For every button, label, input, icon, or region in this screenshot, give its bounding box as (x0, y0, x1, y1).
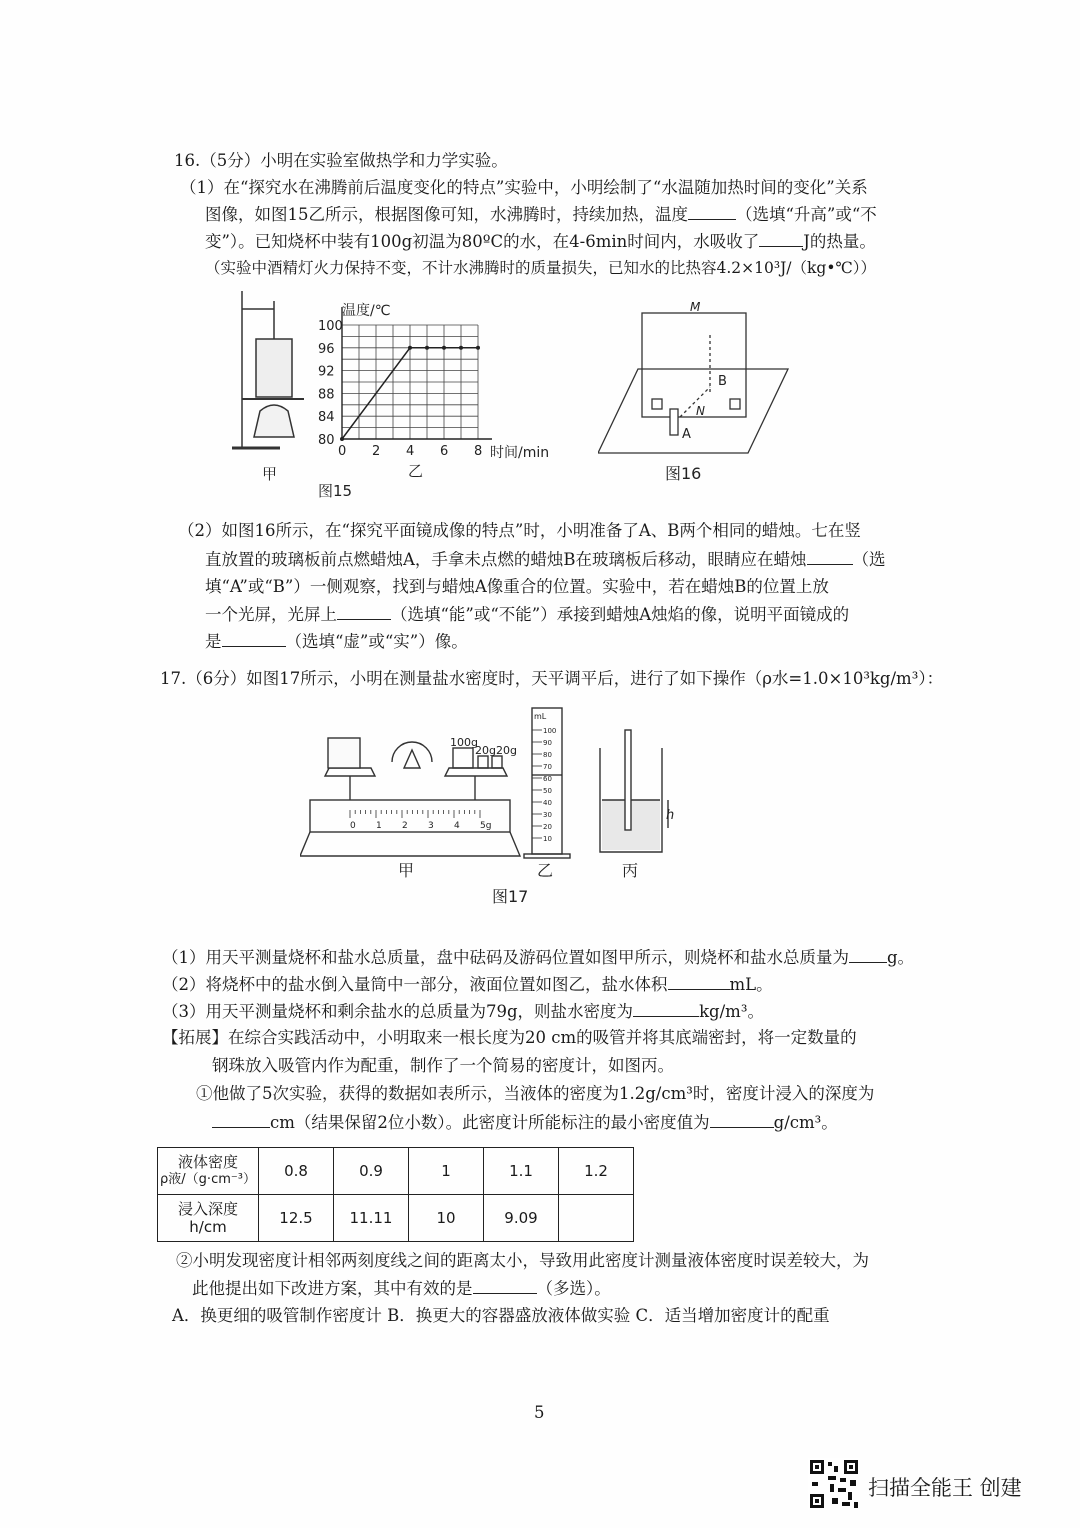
answer-blank-temperature[interactable] (688, 203, 736, 220)
q17-options: A．换更细的吸管制作密度计 B．换更大的容器盛放液体做实验 C．适当增加密度计的配重 (172, 1306, 830, 1325)
densimeter-data-table (157, 1147, 634, 1242)
fig15-caption: 图15 (318, 482, 353, 500)
data-point (476, 346, 480, 350)
fig17-caption: 图17 (492, 887, 529, 906)
data-point (459, 346, 463, 350)
beam-scale-numbers (350, 810, 491, 831)
answer-blank-screen[interactable] (337, 603, 391, 620)
q17-c2-line2 (192, 1277, 611, 1300)
q17-step1-unit: g。 (887, 948, 915, 967)
q16-p2-line5 (205, 630, 468, 653)
cylinder-tick-label: 60 (543, 775, 552, 783)
beaker-densimeter (600, 730, 668, 852)
cylinder-tick-label: 40 (543, 799, 552, 807)
cylinder-tick-label: 80 (543, 751, 552, 759)
fig17-label-yi: 乙 (537, 861, 554, 880)
q17-step1-text: （1）用天平测量烧杯和盐水总质量，盘中砝码及游码位置如图甲所示，则烧杯和盐水总质量为 (162, 948, 849, 967)
q16-p1-line4: （实验中酒精灯火力保持不变，不计水沸腾时的质量损失，已知水的比热容4.2×10³J/（kg•℃）） (205, 259, 877, 277)
q17-c2-line2-text: 此他提出如下改进方案，其中有效的是 (192, 1279, 473, 1298)
q16-p2-line5-text: 是 (205, 632, 222, 651)
q16-p2-line2 (205, 548, 886, 571)
table-head-depth-l2: h/cm (189, 1218, 227, 1236)
answer-blank-density[interactable] (633, 1000, 699, 1017)
figure-16 (598, 295, 793, 490)
q17-title: 17.（6分）如图17所示，小明在测量盐水密度时，天平调平后，进行了如下操作（ρ水=1.0×10³kg/m³）： (160, 669, 944, 688)
q16-p2-line1: （2）如图16所示，在“探究平面镜成像的特点”时，小明准备了A、B两个相同的蜡烛。七在竖 (178, 521, 861, 540)
q16-p1-line3-text: 变”）。已知烧杯中装有100g初温为80ºC的水，在4-6min时间内，水吸收了 (205, 232, 760, 251)
q16-p2-line2-text: 直放置的玻璃板前点燃蜡烛A，手拿未点燃的蜡烛B在玻璃板后移动，眼睛应在蜡烛 (205, 550, 807, 569)
beam-scale-number: 0 (350, 821, 356, 831)
x-tick-label: 8 (474, 444, 483, 459)
table-head-density-l1: 液体密度 (177, 1153, 238, 1171)
cylinder-tick-label: 20 (543, 823, 552, 831)
table-cell: 12.5 (259, 1195, 334, 1242)
table-row-depth (158, 1195, 634, 1242)
page-number: 5 (534, 1403, 545, 1422)
table-cell-empty[interactable] (559, 1195, 634, 1242)
answer-blank-volume[interactable] (668, 973, 730, 990)
fig15-label-jia: 甲 (262, 465, 278, 483)
x-tick-label: 2 (372, 444, 381, 459)
answer-blank-heat[interactable] (759, 230, 803, 247)
cylinder-unit: mL (534, 712, 547, 721)
y-tick-label: 80 (318, 433, 335, 448)
q17-extension-line1: 【拓展】在综合实践活动中，小明取来一根长度为20 cm的吸管并将其底端密封，将一定数量的 (162, 1028, 857, 1047)
q16-p1-line3-tail: J的热量。 (803, 232, 876, 251)
table-head-density-l2: ρ液/（g·cm⁻³） (160, 1172, 256, 1187)
cylinder-tick-label: 10 (543, 835, 552, 843)
table-cell: 10 (409, 1195, 484, 1242)
table-cell: 11.11 (334, 1195, 409, 1242)
cylinder-tick-label: 50 (543, 787, 552, 795)
x-tick-label: 0 (338, 444, 347, 459)
q17-step1 (162, 946, 914, 969)
answer-blank-observe-side[interactable] (807, 548, 853, 565)
fig17-label-bing: 丙 (622, 861, 639, 880)
table-head-density (158, 1148, 259, 1195)
data-point (408, 346, 412, 350)
q16-p2-line4-tail: （选填“能”或“不能”）承接到蜡烛A烛焰的像，说明平面镜成的 (391, 605, 850, 624)
qr-code-icon (808, 1458, 860, 1510)
q17-step2-text: （2）将烧杯中的盐水倒入量筒中一部分，液面位置如图乙，盐水体积 (162, 975, 668, 994)
beam-scale-number: 2 (402, 821, 408, 831)
beam-scale-number: 1 (376, 821, 382, 831)
q17-step2 (162, 973, 773, 996)
q17-step3-text: （3）用天平测量烧杯和剩余盐水的总质量为79g，则盐水密度为 (162, 1002, 634, 1021)
boiling-apparatus (232, 291, 304, 448)
table-row-density (158, 1148, 634, 1195)
x-tick-label: 4 (406, 444, 415, 459)
candle-a (670, 409, 678, 435)
q17-step2-unit: mL。 (729, 975, 773, 994)
y-tick-label: 92 (318, 364, 335, 380)
q16-p2-line5-tail: （选填“虚”或“实”）像。 (285, 632, 468, 651)
q16-p1-line2 (205, 203, 877, 226)
weight-20g-b: 20g (496, 744, 517, 757)
table-cell: 1.1 (484, 1148, 559, 1195)
fig16-label-a: A (682, 427, 691, 442)
fig16-label-n: N (696, 404, 705, 418)
mirror-setup (598, 313, 788, 453)
y-tick-label: 88 (318, 387, 335, 403)
table-cell: 9.09 (484, 1195, 559, 1242)
fig15-label-yi: 乙 (408, 462, 424, 480)
beam-scale-number: 3 (428, 821, 434, 831)
table-head-depth-l1: 浸入深度 (177, 1200, 238, 1218)
data-point (425, 346, 429, 350)
beam-scale-number: 4 (454, 821, 460, 831)
table-cell: 1.2 (559, 1148, 634, 1195)
q17-step3 (162, 1000, 764, 1023)
table-plane (598, 369, 788, 453)
fig17-label-jia: 甲 (398, 861, 415, 880)
y-tick-label: 84 (318, 410, 335, 426)
table-cell: 0.8 (259, 1148, 334, 1195)
figure-17 (300, 700, 700, 910)
cylinder-tick-label: 100 (543, 727, 557, 735)
y-tick-label: 100 (318, 319, 343, 334)
q16-p1-line1: （1）在“探究水在沸腾前后温度变化的特点”实验中，小明绘制了“水温随加热时间的变化”关系 (180, 178, 868, 197)
table-cell: 0.9 (334, 1148, 409, 1195)
y-tick-label: 96 (318, 341, 335, 357)
answer-blank-image-type[interactable] (222, 630, 286, 647)
cylinder-tick-label: 70 (543, 763, 552, 771)
q17-c1-line2-unit: g/cm³。 (773, 1113, 838, 1132)
table-head-depth (158, 1195, 259, 1242)
fig16-caption: 图16 (665, 464, 702, 483)
q16-p1-line2-tail: （选填“升高”或“不 (736, 205, 877, 224)
scanner-watermark: 扫描全能王 创建 (868, 1476, 1022, 1500)
q17-c1-line1: ①他做了5次实验，获得的数据如表所示，当液体的密度为1.2g/cm³时，密度计浸入的深度为 (196, 1084, 875, 1103)
fig15-ylabel: 温度/℃ (342, 303, 391, 319)
answer-blank-total-mass[interactable] (849, 946, 887, 963)
temperature-time-graph (318, 307, 492, 459)
data-point (340, 437, 344, 441)
fig16-label-b: B (718, 374, 727, 389)
q16-p1-line2-text: 图像，如图15乙所示，根据图像可知，水沸腾时，持续加热，温度 (205, 205, 688, 224)
cylinder-scale (532, 727, 562, 843)
q17-extension-line2: 钢珠放入吸管内作为配重，制作了一个简易的密度计，如图丙。 (212, 1056, 674, 1075)
q16-p1-line3 (205, 230, 876, 253)
q16-p2-line3: 填“A”或“B”）一侧观察，找到与蜡烛A像重合的位置。实验中，若在蜡烛B的位置上放 (205, 577, 829, 596)
answer-blank-min-density[interactable] (710, 1111, 774, 1128)
q16-p2-line4-text: 一个光屏，光屏上 (205, 605, 337, 624)
fig16-label-m: M (690, 300, 701, 314)
fig15-xlabel: 时间/min (490, 445, 550, 461)
answer-blank-depth[interactable] (212, 1111, 270, 1128)
q17-c1-line2-text: cm（结果保留2位小数）。此密度计所能标注的最小密度值为 (270, 1113, 710, 1132)
data-point (442, 346, 446, 350)
cylinder-tick-label: 30 (543, 811, 552, 819)
weight-100g: 100g (450, 736, 478, 749)
table-cell: 1 (409, 1148, 484, 1195)
q17-c1-line2 (212, 1111, 838, 1134)
beam-scale-number: 5g (480, 821, 492, 831)
q17-c2-line2-tail: （多选）。 (536, 1279, 611, 1298)
q17-c2-line1: ②小明发现密度计相邻两刻度线之间的距离太小，导致用此密度计测量液体密度时误差较大，为 (176, 1251, 869, 1270)
x-tick-label: 6 (440, 444, 449, 459)
answer-blank-improvement[interactable] (473, 1277, 537, 1294)
weight-20g-a: 20g (475, 744, 496, 757)
figure-15 (220, 283, 560, 503)
q17-step3-unit: kg/m³。 (699, 1002, 764, 1021)
cylinder-tick-label: 90 (543, 739, 552, 747)
q16-title: 16.（5分）小明在实验室做热学和力学实验。 (174, 151, 508, 170)
q16-p2-line2-tail: （选 (852, 550, 886, 569)
depth-label-h: h (666, 808, 675, 823)
q16-p2-line4 (205, 603, 849, 626)
